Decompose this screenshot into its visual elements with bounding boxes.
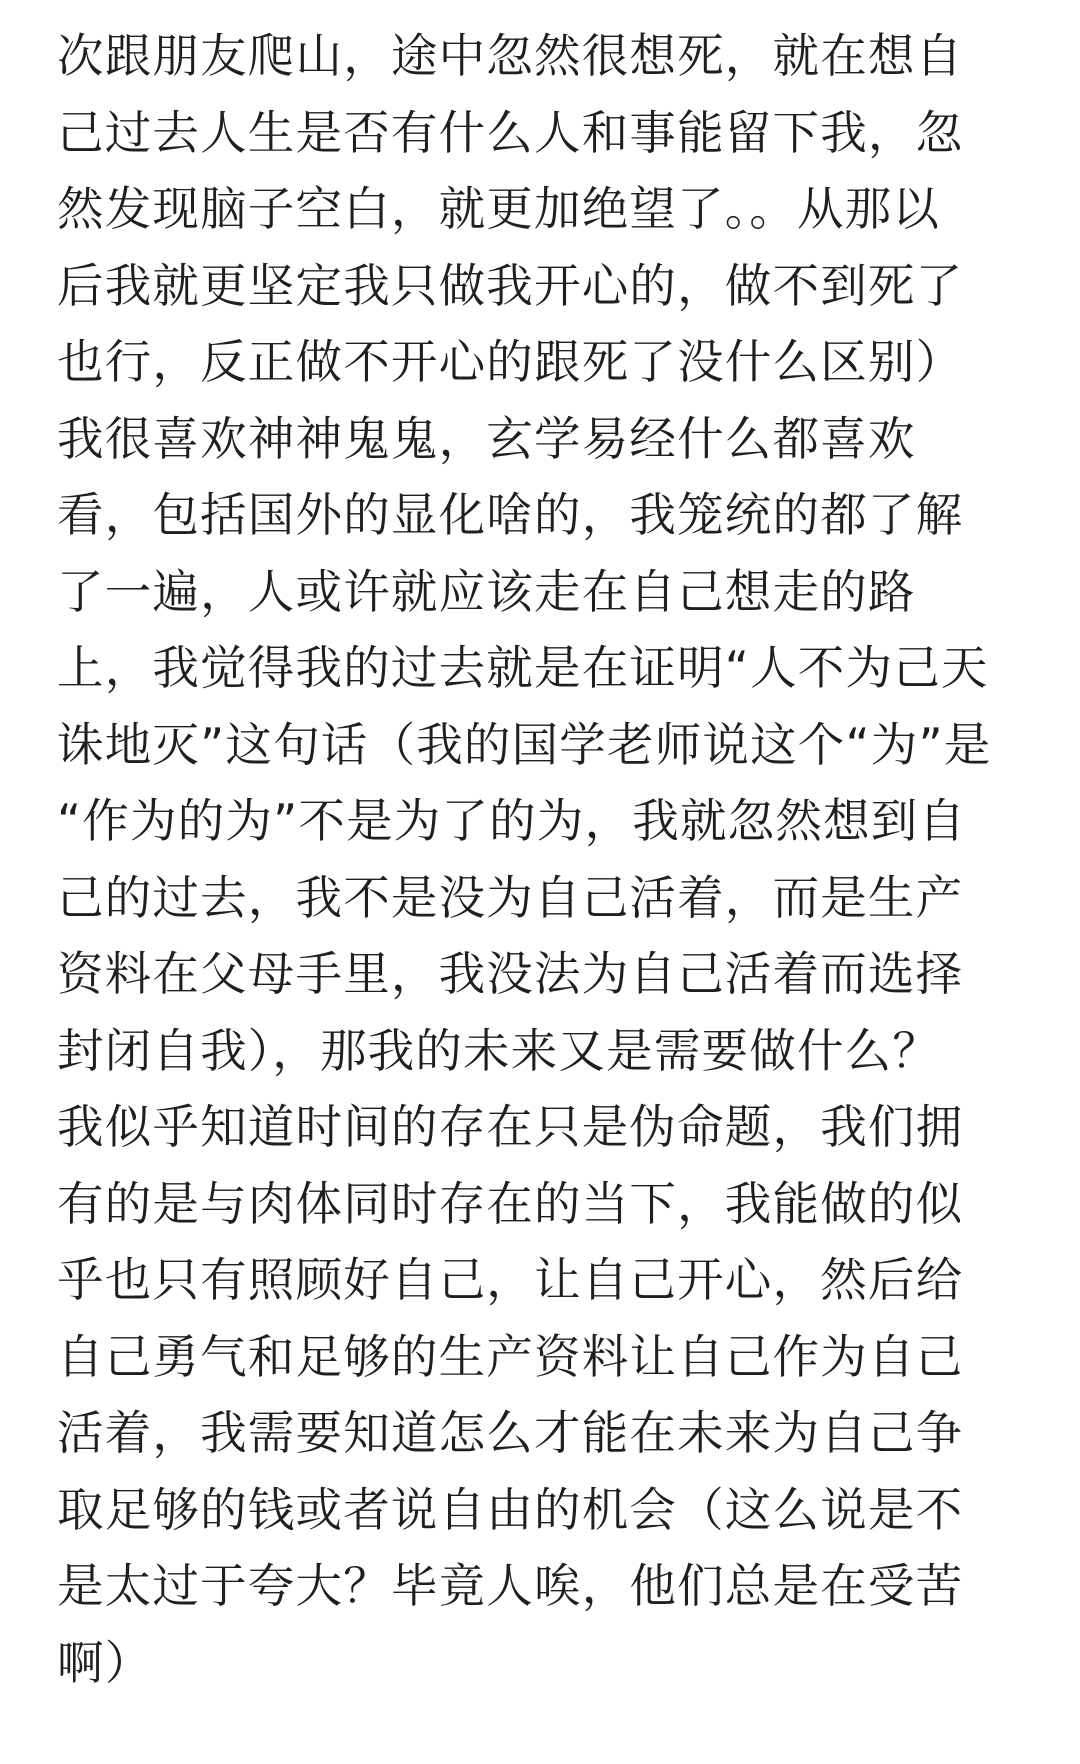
text-line: 资料在父母手里，我没法为自己活着而选择 xyxy=(57,947,964,1001)
text-line: 啊） xyxy=(57,1635,153,1690)
text-line: 看，包括国外的显化啥的，我笼统的都了解 xyxy=(57,488,964,542)
text-line: 己的过去，我不是没为自己活着，而是生产 xyxy=(57,870,964,925)
text-line: 然发现脑子空白，就更加绝望了。。从那以 xyxy=(57,182,941,236)
text-line: 取足够的钱或者说自由的机会（这么说是不 xyxy=(57,1482,964,1537)
text-line: 己过去人生是否有什么人和事能留下我，忽 xyxy=(57,105,964,160)
text-line: 我似乎知道时间的存在只是伪命题，我们拥 xyxy=(57,1100,964,1154)
text-line: 我很喜欢神神鬼鬼，玄学易经什么都喜欢 xyxy=(57,411,916,466)
text-line: 乎也只有照顾好自己，让自己开心，然后给 xyxy=(57,1253,964,1307)
text-line: “作为的为”不是为了的为，我就忽然想到自 xyxy=(57,794,967,848)
text-line: 有的是与肉体同时存在的当下，我能做的似 xyxy=(57,1176,964,1231)
text-line: 诛地灭”这句话（我的国学老师说这个“为”是 xyxy=(57,717,992,772)
text-line: 次跟朋友爬山，途中忽然很想死，就在想自 xyxy=(57,29,964,83)
post-body-text xyxy=(57,18,1027,1701)
text-line: 后我就更坚定我只做我开心的，做不到死了 xyxy=(57,258,964,313)
text-line: 上，我觉得我的过去就是在证明“人不为己天 xyxy=(57,641,989,695)
text-line: 封闭自我），那我的未来又是需要做什么？ xyxy=(57,1023,941,1078)
text-line: 自己勇气和足够的生产资料让自己作为自己 xyxy=(57,1329,964,1384)
text-line: 活着，我需要知道怎么才能在未来为自己争 xyxy=(57,1406,964,1460)
text-line: 是太过于夸大？毕竟人唉，他们总是在受苦 xyxy=(57,1559,964,1613)
text-line: 了一遍，人或许就应该走在自己想走的路 xyxy=(57,564,916,619)
text-line: 也行，反正做不开心的跟死了没什么区别） xyxy=(57,335,964,389)
